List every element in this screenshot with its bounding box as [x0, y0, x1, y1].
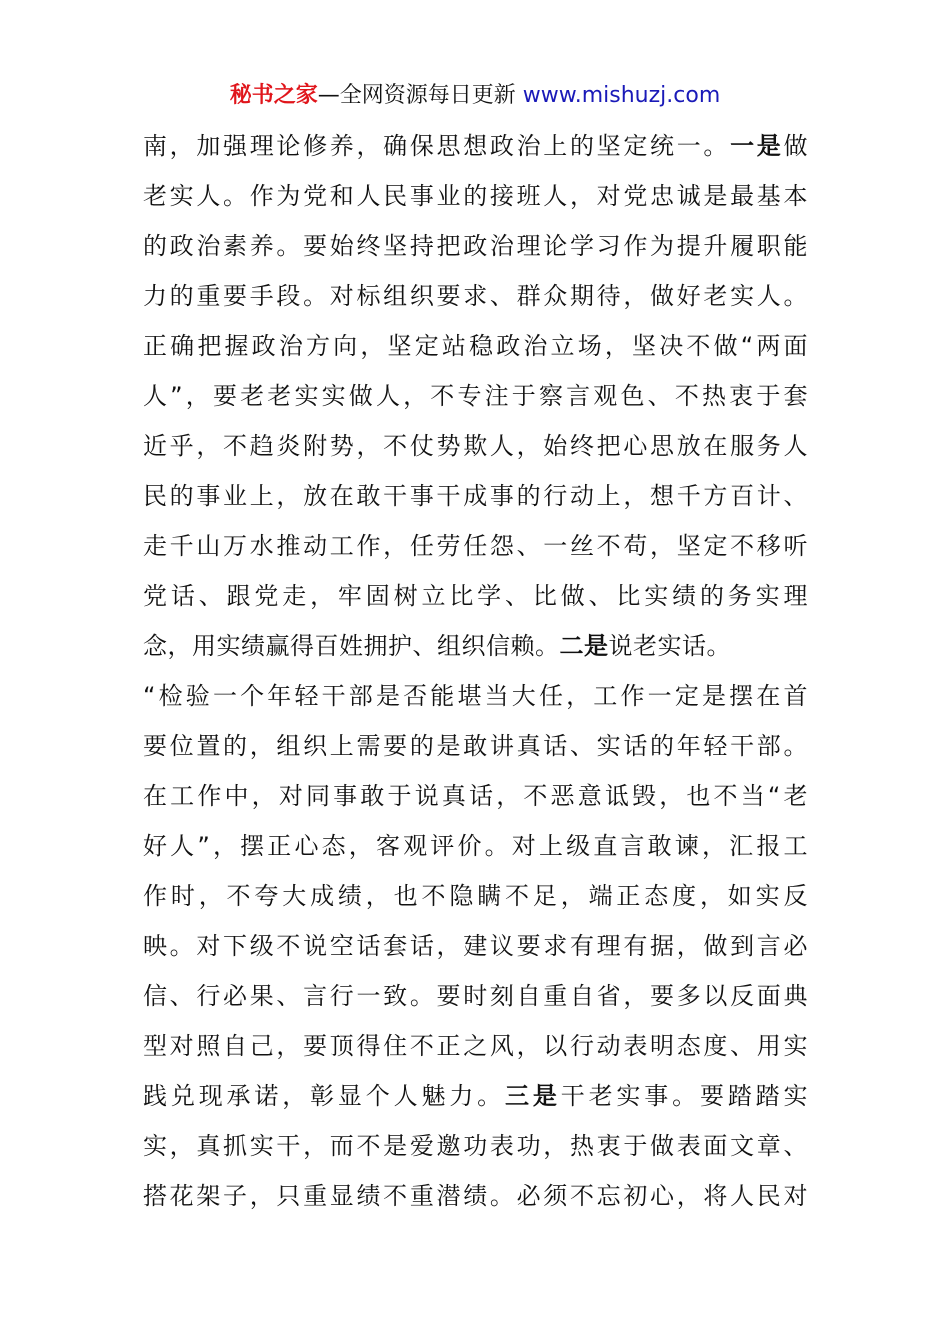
text-run: 要位置的，组织上需要的是敢讲真话、实话的年轻干部。: [143, 732, 808, 760]
text-line: [143, 471, 808, 521]
text-run: 做: [783, 132, 808, 160]
emphasis-label: 三是: [505, 1082, 561, 1110]
site-brand: 秘书之家: [229, 83, 318, 108]
site-url-link[interactable]: www.mishuzj.com: [522, 83, 721, 108]
text-line: [143, 121, 808, 171]
emphasis-label: 二是: [559, 632, 609, 660]
text-run: 民的事业上，放在敢干事干成事的行动上，想千方百计、: [143, 482, 808, 510]
text-line: [143, 1071, 808, 1121]
text-line: [143, 771, 808, 821]
text-line: [143, 221, 808, 271]
text-run: 映。对下级不说空话套话，建议要求有理有据，做到言必: [143, 932, 808, 960]
text-line: [143, 821, 808, 871]
emphasis-label: 一是: [730, 132, 784, 160]
text-run: 力的重要手段。对标组织要求、群众期待，做好老实人。: [143, 282, 808, 310]
text-run: 搭花架子，只重显绩不重潜绩。必须不忘初心，将人民对: [143, 1182, 808, 1210]
text-line: [143, 621, 808, 671]
text-run: 型对照自己，要顶得住不正之风，以行动表明态度、用实: [143, 1032, 808, 1060]
text-line: [143, 171, 808, 221]
text-run: 念，用实绩赢得百姓拥护、组织信赖。: [143, 632, 560, 660]
text-run: 人”，要老老实实做人，不专注于察言观色、不热衷于套: [143, 382, 808, 410]
text-run: 的政治素养。要始终坚持把政治理论学习作为提升履职能: [143, 232, 808, 260]
text-run: 信、行必果、言行一致。要时刻自重自省，要多以反面典: [143, 982, 808, 1010]
page-header: [0, 79, 950, 113]
body-paragraph: [143, 121, 808, 1221]
text-line: [143, 871, 808, 921]
text-run: 实，真抓实干，而不是爱邀功表功，热衷于做表面文章、: [143, 1132, 808, 1160]
text-line: [143, 721, 808, 771]
text-line: [143, 421, 808, 471]
text-run: 在工作中，对同事敢于说真话，不恶意诋毁，也不当“老: [143, 782, 808, 810]
text-run: 党话、跟党走，牢固树立比学、比做、比实绩的务实理: [143, 582, 808, 610]
text-run: 近乎，不趋炎附势，不仗势欺人，始终把心思放在服务人: [143, 432, 808, 460]
text-line: [143, 521, 808, 571]
text-run: 践兑现承诺，彰显个人魅力。: [143, 1082, 506, 1110]
text-line: [143, 271, 808, 321]
text-run: 老实人。作为党和人民事业的接班人，对党忠诚是最基本: [143, 182, 808, 210]
text-run: 说老实话。: [608, 632, 731, 660]
text-run: 正确把握政治方向，坚定站稳政治立场，坚决不做“两面: [143, 332, 808, 360]
text-run: 走千山万水推动工作，任劳任怨、一丝不苟，坚定不移听: [143, 532, 808, 560]
text-run: 干老实事。要踏踏实: [560, 1082, 809, 1110]
text-run: 作时，不夸大成绩，也不隐瞒不足，端正态度，如实反: [143, 882, 808, 910]
site-tagline: —全网资源每日更新: [317, 83, 523, 108]
text-run: “检验一个年轻干部是否能堪当大任，工作一定是摆在首: [143, 682, 808, 710]
text-run: 好人”，摆正心态，客观评价。对上级直言敢谏，汇报工: [143, 832, 808, 860]
text-line: [143, 1171, 808, 1221]
text-line: [143, 571, 808, 621]
text-line: [143, 1121, 808, 1171]
text-line: [143, 371, 808, 421]
text-line: [143, 921, 808, 971]
text-line: [143, 671, 808, 721]
text-run: 南，加强理论修养，确保思想政治上的坚定统一。: [143, 132, 731, 160]
text-line: [143, 1021, 808, 1071]
text-line: [143, 321, 808, 371]
text-line: [143, 971, 808, 1021]
